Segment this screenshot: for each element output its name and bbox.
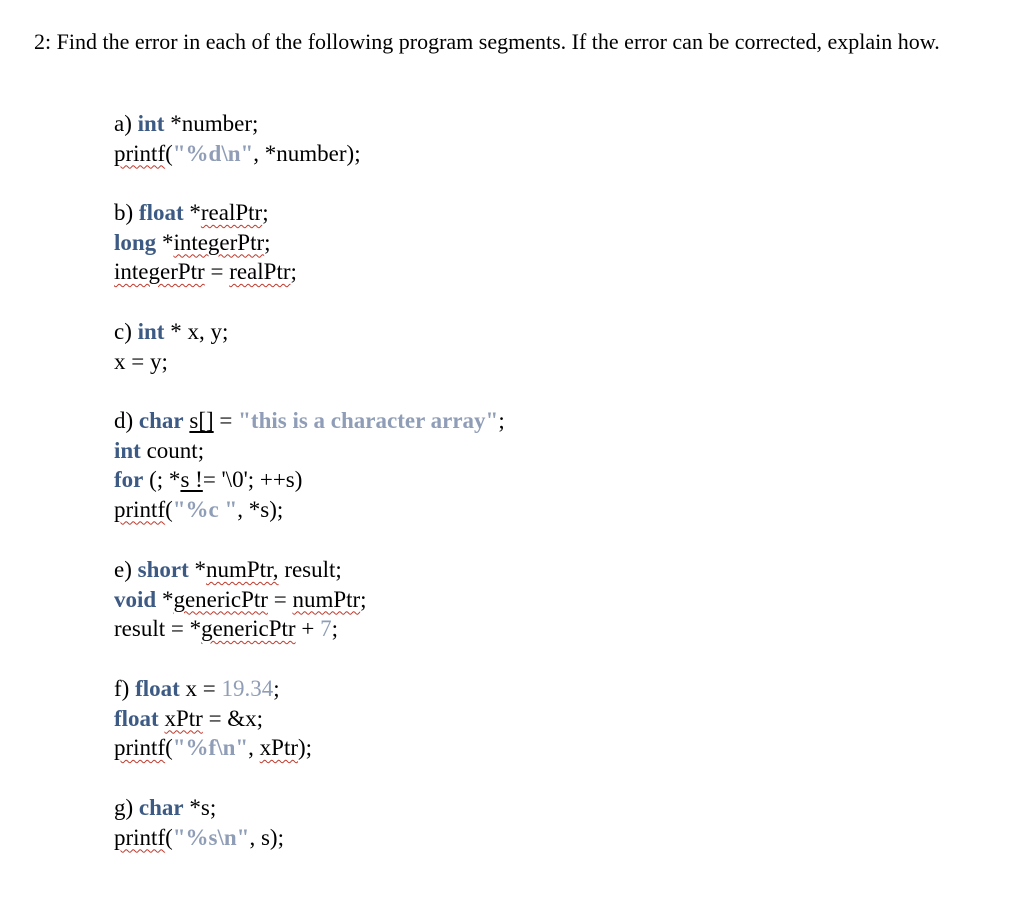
code-text: *number; bbox=[164, 111, 259, 136]
segment-e-line-2 bbox=[114, 585, 367, 615]
segment-a bbox=[114, 109, 361, 168]
identifier: integerPtr bbox=[173, 229, 265, 255]
code-text: ); bbox=[298, 735, 313, 760]
segment-e bbox=[114, 555, 367, 644]
segment-g bbox=[114, 793, 284, 852]
identifier: realPtr bbox=[229, 259, 291, 284]
segment-c bbox=[114, 317, 228, 376]
question-text: 2: Find the error in each of the following program segments. If the error can be corrected, explain how. bbox=[34, 29, 940, 54]
keyword: long bbox=[114, 229, 157, 255]
keyword: int bbox=[137, 319, 165, 344]
code-text: , s); bbox=[249, 824, 284, 850]
segment-b bbox=[114, 198, 297, 287]
string-literal: "%f\n" bbox=[172, 735, 249, 760]
segment-label: b) bbox=[114, 200, 139, 225]
identifier: xPtr bbox=[259, 735, 299, 760]
segment-label: e) bbox=[114, 557, 138, 582]
code-text: (; * bbox=[143, 467, 181, 492]
segment-f bbox=[114, 674, 312, 763]
string-literal: "%c " bbox=[172, 496, 238, 522]
code-text: + bbox=[295, 616, 321, 641]
code-text: * bbox=[156, 586, 174, 612]
code-text: * bbox=[188, 557, 206, 582]
code-text: ; bbox=[498, 408, 505, 433]
number-literal: 7 bbox=[320, 616, 332, 641]
segment-f-line-1 bbox=[114, 674, 312, 704]
code-text: x = y; bbox=[114, 348, 168, 374]
segment-c-line-1 bbox=[114, 317, 228, 347]
identifier: xPtr bbox=[164, 705, 203, 731]
segment-label: f) bbox=[114, 676, 136, 701]
identifier: s ! bbox=[180, 467, 203, 492]
code-text: = '\0'; ++s) bbox=[202, 467, 303, 492]
code-text: , *s); bbox=[237, 496, 284, 522]
code-text: result = * bbox=[114, 616, 202, 641]
code-text: , *number); bbox=[253, 140, 361, 166]
string-literal: "%s\n" bbox=[172, 824, 250, 850]
code-text: ; bbox=[360, 586, 367, 612]
code-text: , bbox=[248, 735, 260, 760]
number-literal: 19.34 bbox=[221, 676, 274, 701]
keyword: int bbox=[114, 437, 141, 463]
identifier: numPtr bbox=[292, 586, 361, 612]
segment-label: c) bbox=[114, 319, 138, 344]
keyword: float bbox=[114, 705, 159, 731]
keyword: float bbox=[135, 676, 180, 701]
keyword: short bbox=[137, 557, 189, 582]
segment-e-line-3 bbox=[114, 614, 367, 644]
function-name: printf bbox=[114, 496, 166, 522]
code-text: ( bbox=[165, 496, 173, 522]
keyword: float bbox=[138, 200, 184, 225]
code-text: ; bbox=[262, 200, 269, 225]
code-text: * x, y; bbox=[164, 319, 229, 344]
segment-a-line-1 bbox=[114, 109, 361, 139]
segment-d-line-2 bbox=[114, 436, 505, 466]
identifier: genericPtr bbox=[173, 586, 268, 612]
segment-label: a) bbox=[114, 111, 138, 136]
code-text: = &x; bbox=[202, 705, 264, 731]
code-text: ( bbox=[165, 140, 173, 166]
code-text: ; bbox=[290, 259, 297, 284]
code-text: ( bbox=[165, 824, 173, 850]
identifier: realPtr bbox=[200, 200, 263, 225]
segment-d-line-1 bbox=[114, 406, 505, 436]
segment-label: d) bbox=[114, 408, 139, 433]
code-text: ; bbox=[264, 229, 271, 255]
segment-d-line-4 bbox=[114, 495, 505, 525]
segment-d-line-3 bbox=[114, 465, 505, 495]
code-text: * bbox=[183, 200, 201, 225]
string-literal: "this is a character array" bbox=[238, 408, 499, 433]
keyword: void bbox=[114, 586, 157, 612]
segment-f-line-3 bbox=[114, 733, 312, 763]
segment-b-line-1 bbox=[114, 198, 297, 228]
segment-b-line-3 bbox=[114, 257, 297, 287]
function-name: printf bbox=[114, 735, 166, 760]
code-text: x = bbox=[179, 676, 222, 701]
identifier: integerPtr bbox=[114, 259, 205, 284]
segment-c-line-2 bbox=[114, 347, 228, 377]
code-text: ; bbox=[273, 676, 280, 701]
segment-g-line-1 bbox=[114, 793, 284, 823]
code-text: = bbox=[267, 586, 293, 612]
code-text: = bbox=[213, 408, 239, 433]
code-text: ; bbox=[331, 616, 338, 641]
segment-label: g) bbox=[114, 795, 139, 820]
keyword: int bbox=[137, 111, 165, 136]
segment-b-line-2 bbox=[114, 228, 297, 258]
code-text: = bbox=[204, 259, 230, 284]
function-name: printf bbox=[114, 140, 166, 166]
code-text: * bbox=[156, 229, 174, 255]
identifier: s[] bbox=[189, 408, 214, 433]
code-text: count; bbox=[140, 437, 205, 463]
segment-g-line-2 bbox=[114, 823, 284, 853]
function-name: printf bbox=[114, 824, 166, 850]
code-text: *s; bbox=[183, 795, 217, 820]
code-text: result; bbox=[278, 557, 342, 582]
keyword: char bbox=[138, 408, 184, 433]
segment-e-line-1 bbox=[114, 555, 367, 585]
segment-d bbox=[114, 406, 505, 524]
identifier: genericPtr bbox=[201, 616, 296, 641]
keyword: char bbox=[138, 795, 184, 820]
segment-a-line-2 bbox=[114, 139, 361, 169]
keyword: for bbox=[114, 467, 144, 492]
code-text: ( bbox=[165, 735, 173, 760]
string-literal: "%d\n" bbox=[172, 140, 254, 166]
segment-f-line-2 bbox=[114, 704, 312, 734]
identifier: numPtr, bbox=[206, 557, 279, 582]
